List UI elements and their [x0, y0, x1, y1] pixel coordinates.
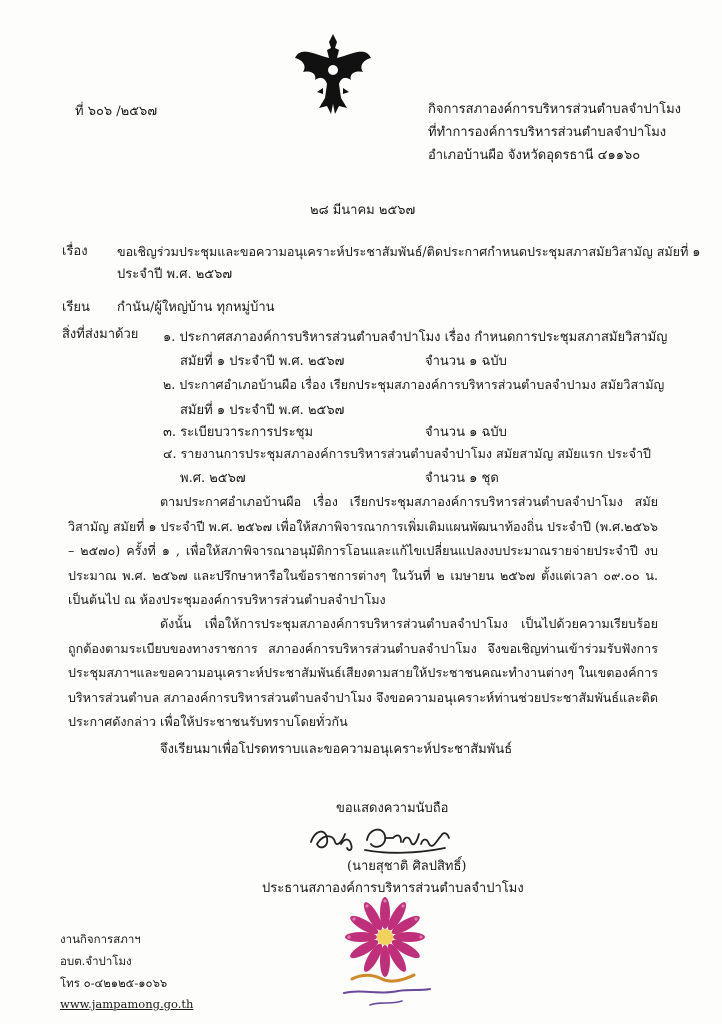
attachment-item-1-qty: จำนวน ๑ ฉบับ: [425, 354, 507, 369]
footer-website-link[interactable]: www.jampamong.go.th: [60, 997, 194, 1011]
attachment-item-2-line-2: สมัยที่ ๑ ประจำปี พ.ศ. ๒๕๖๗: [180, 403, 345, 418]
attachment-item-4-qty: จำนวน ๑ ชุด: [425, 471, 499, 486]
sender-line-2: ที่ทำการองค์การบริหารส่วนตำบลจำปาโมง: [428, 125, 667, 140]
attachment-item-1-line-1: ๑. ประกาศสภาองค์การบริหารส่วนตำบลจำปาโมง เรื่อง กำหนดการประชุมสภาสมัยวิสามัญ: [163, 330, 668, 345]
attachments-label: สิ่งที่ส่งมาด้วย: [62, 327, 139, 342]
recipient-text: กำนัน/ผู้ใหญ่บ้าน ทุกหมู่บ้าน: [117, 300, 275, 315]
subject-line-1: ขอเชิญร่วมประชุมและขอความอนุเคราะห์ประชาสัมพันธ์/ติดประกาศกำหนดประชุมสภาสมัยวิสามัญ สมัยที่ ๑: [117, 244, 701, 259]
lotus-campaign-logo-icon: [330, 895, 440, 1015]
attachment-item-3-qty: จำนวน ๑ ฉบับ: [425, 425, 507, 440]
footer-unit: งานกิจการสภาฯ: [60, 932, 141, 946]
signer-name: (นายสุชาติ ศิลปสิทธิ์): [347, 859, 467, 874]
document-number: ที่ ๖๐๖ /๒๕๖๗: [75, 104, 158, 119]
body-paragraph-1: [68, 490, 658, 613]
subject-line-2: ประจำปี พ.ศ. ๒๕๖๗: [117, 267, 233, 282]
attachment-item-1-line-2: สมัยที่ ๑ ประจำปี พ.ศ. ๒๕๖๗: [180, 354, 345, 369]
sender-line-3: อำเภอบ้านผือ จังหวัดอุดรธานี ๔๑๑๖๐: [428, 148, 641, 163]
subject-label: เรื่อง: [62, 244, 88, 259]
attachment-item-3-line-1: ๓. ระเบียบวาระการประชุม: [163, 425, 314, 440]
body-paragraph-2: [68, 612, 658, 735]
sender-line-1: กิจการสภาองค์การบริหารส่วนตำบลจำปาโมง: [428, 102, 681, 117]
body-paragraph-1-text: ตามประกาศอำเภอบ้านผือ เรื่อง เรียกประชุมสภาองค์การบริหารส่วนตำบลจำปาโมง สมัยวิสามัญ สมัยที่ ๑ ประจำปี พ.ศ. ๒๕๖๗ เพื่อให้สภาพิจารณาการเพิ่มเติมแผนพัฒนาท้องถิ่น ประจำปี (พ.ศ.๒๕๖๖ – ๒๕๗๐) ครั้งที่ ๑ , เพื่อให้สภาพิจารณาอนุมัติการโอนและแก้ไขเปลี่ยนแปลงงบประมาณรายจ่ายประจำปี งบประมาณ พ.ศ. ๒๕๖๗ และปรึกษาหารือในข้อราชการต่างๆ ในวันที่ ๒ เมษายน ๒๕๖๗ ตั้งแต่เวลา ๐๙.๐๐ น. เป็นต้นไป ณ ห้องประชุมองค์การบริหารส่วนตำบลจำปาโมง: [68, 494, 658, 607]
footer-org: อบต.จำปาโมง: [60, 954, 132, 968]
body-paragraph-3-text: จึงเรียนมาเพื่อโปรดทราบและขอความอนุเคราะห์ประชาสัมพันธ์: [160, 742, 513, 757]
attachment-item-2-line-1: ๒. ประกาศอำเภอบ้านผือ เรื่อง เรียกประชุมสภาองค์การบริหารส่วนตำบลจำปามง สมัยวิสามัญ: [163, 377, 665, 392]
garuda-emblem-icon: [293, 28, 373, 118]
handwritten-signature: [305, 820, 455, 856]
body-paragraph-2-text: ดังนั้น เพื่อให้การประชุมสภาองค์การบริหารส่วนตำบลจำปาโมง เป็นไปด้วยความเรียบร้อย ถูกต้องตามระเบียบของทางราชการ สภาองค์การบริหารส่วนตำบลจำปาโมง จึงขอเชิญท่านเข้าร่วมรับฟังการประชุมสภาฯและขอความอนุเคราะห์ประชาสัมพันธ์เสียงตามสายให้ประชาชนคณะทำงานต่างๆ ในเขตองค์การบริหารส่วนตำบล สภาองค์การบริหารส่วนตำบลจำปาโมง จึงขอความอนุเคราะห์ท่านช่วยประชาสัมพันธ์และติดประกาศดังกล่าว เพื่อให้ประชาชนรับทราบโดยทั่วกัน: [68, 616, 658, 729]
footer-phone: โทร ๐-๔๒๑๒๕-๑๐๖๖: [60, 976, 168, 990]
recipient-label: เรียน: [62, 300, 90, 315]
closing-phrase: ขอแสดงความนับถือ: [336, 801, 449, 816]
body-paragraph-3: [68, 738, 658, 763]
letter-date: ๒๘ มีนาคม ๒๕๖๗: [310, 203, 416, 218]
signer-title: ประธานสภาองค์การบริหารส่วนตำบลจำปาโมง: [262, 881, 524, 896]
attachment-item-4-line-2: พ.ศ. ๒๕๖๗: [180, 471, 246, 486]
attachment-item-4-line-1: ๔. รายงานการประชุมสภาองค์การบริหารส่วนตำบลจำปาโมง สมัยสามัญ สมัยแรก ประจำปี: [163, 446, 652, 461]
